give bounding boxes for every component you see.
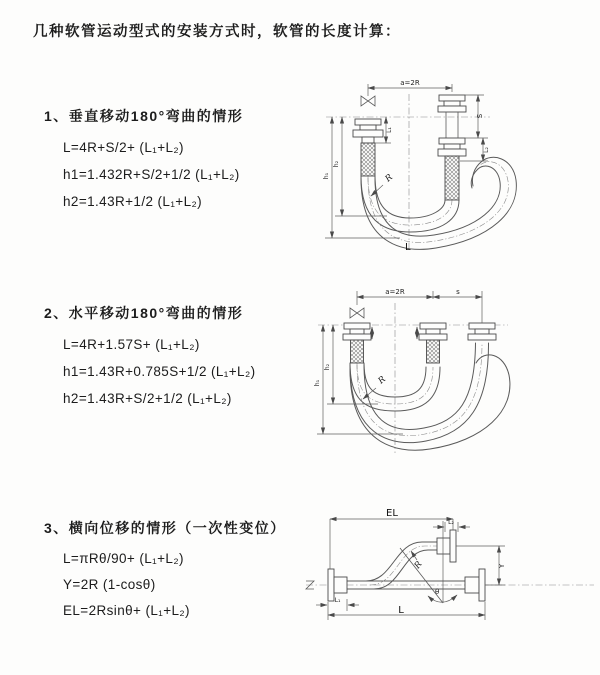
dim-label-r: R <box>376 374 388 387</box>
dim-label-l2: L₂ <box>448 519 454 526</box>
braid-section <box>445 156 459 200</box>
angle-theta-construction <box>400 521 457 603</box>
left-fitting <box>343 323 371 363</box>
braid-section <box>361 143 375 176</box>
formula-s1-h1: h1=1.432R+S/2+1/2 (L₁+L₂) <box>63 167 240 182</box>
dim-label-h1: h₁ <box>314 379 321 387</box>
hose-loops <box>361 157 516 249</box>
diagram-horizontal-180-bend <box>308 283 600 463</box>
section1-heading: 1、垂直移动180°弯曲的情形 <box>44 108 244 124</box>
lower-right-flange <box>465 569 485 601</box>
braid-section <box>427 340 440 363</box>
upper-right-flange <box>437 530 456 562</box>
section1-formulas <box>63 134 240 215</box>
braid-section <box>351 340 364 363</box>
dimension-el <box>330 508 453 569</box>
dim-label-el: EL <box>386 508 398 519</box>
section2-heading: 2、水平移动180°弯曲的情形 <box>44 305 244 321</box>
dim-label-h2: h₂ <box>324 363 331 371</box>
section3-heading: 3、横向位移的情形（一次性变位） <box>44 520 286 536</box>
formula-s2-l: L=4R+1.57S+ (L₁+L₂) <box>63 337 200 352</box>
section2-formulas <box>63 331 255 412</box>
dim-label-h1: h₁ <box>323 172 330 180</box>
dim-label-l: L <box>405 242 411 253</box>
dim-label-r: R <box>383 172 395 185</box>
dim-label-l1: L₁ <box>386 127 393 133</box>
formula-s2-h2: h2=1.43R+S/2+1/2 (L₁+L₂) <box>63 391 232 406</box>
page-title: 几种软管运动型式的安装方式时，软管的长度计算： <box>33 24 401 40</box>
radius-callout <box>411 551 425 572</box>
formula-s1-l: L=4R+S/2+ (L₁+L₂) <box>63 140 184 155</box>
formula-s3-el: EL=2Rsinθ+ (L₁+L₂) <box>63 603 190 618</box>
dim-label-s: s <box>456 288 460 296</box>
formula-s3-y: Y=2R (1-cosθ) <box>63 577 156 592</box>
formula-s2-h1: h1=1.43R+0.785S+1/2 (L₁+L₂) <box>63 364 256 379</box>
dim-label-y: Y <box>498 563 506 569</box>
dim-label-theta: θ <box>435 588 440 596</box>
valve-icon <box>350 308 364 318</box>
dimension-s <box>433 288 482 297</box>
diagram-vertical-180-bend <box>312 76 600 258</box>
dim-label-l: L <box>398 605 404 616</box>
formula-s1-h2: h2=1.43R+1/2 (L₁+L₂) <box>63 194 203 209</box>
dim-label-r: R <box>412 559 425 571</box>
dimension-l1 <box>316 597 359 611</box>
right-fitting <box>438 95 466 200</box>
dim-label-l1: L₁ <box>334 597 341 604</box>
fitting-length-ticks <box>372 327 417 339</box>
dim-label-a2r: a=2R <box>385 288 405 296</box>
left-fitting <box>353 119 383 176</box>
valve-icon <box>361 96 375 106</box>
formula-s3-l: L=πRθ/90+ (L₁+L₂) <box>63 551 184 566</box>
right-fitting-displaced <box>468 323 496 340</box>
dimension-a2r <box>368 79 452 96</box>
dim-label-l2: L₂ <box>483 147 490 153</box>
dim-label-a2r: a=2R <box>400 79 420 87</box>
dim-label-h2: h₂ <box>333 160 340 168</box>
middle-fitting <box>419 323 447 363</box>
diagram-lateral-displacement <box>298 503 600 643</box>
dimension-a2r <box>357 288 482 323</box>
section3-formulas <box>63 546 190 624</box>
dim-label-s: S <box>476 113 484 119</box>
